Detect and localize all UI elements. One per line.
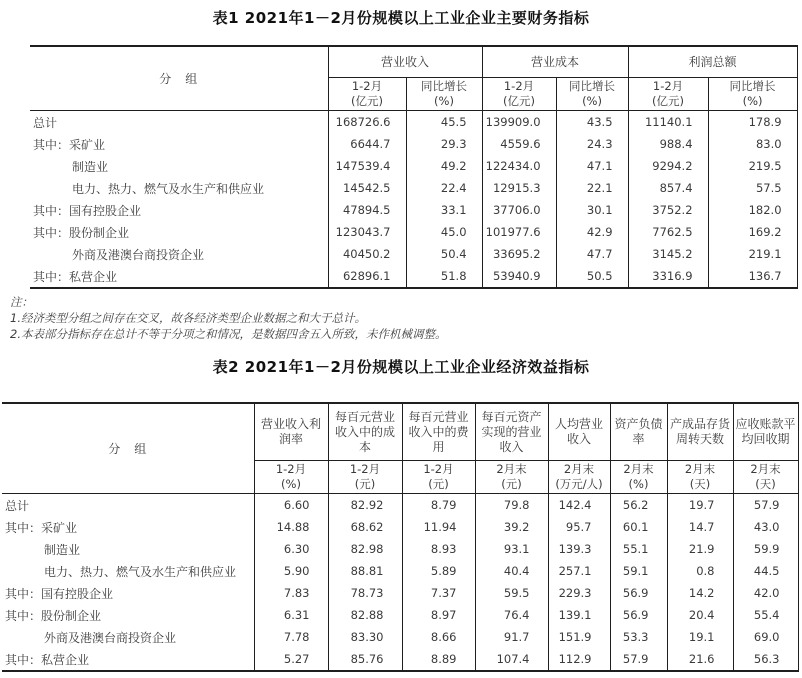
cell: 47.7: [556, 243, 628, 265]
table2-header-groups: [2, 403, 798, 461]
table-row: [2, 582, 798, 604]
table1-header-groups: [30, 46, 797, 78]
cell: 91.7: [475, 626, 548, 648]
cell: 123043.7: [328, 221, 406, 243]
cell: 59.5: [475, 582, 548, 604]
cell: 139.3: [548, 538, 610, 560]
cell: 182.0: [708, 199, 797, 221]
cell: 112.9: [548, 648, 610, 671]
cell: 83.30: [328, 626, 402, 648]
cell: 30.1: [556, 199, 628, 221]
row-label: 外商及港澳台商投资企业: [44, 630, 177, 645]
cell: 55.1: [610, 538, 667, 560]
row-label: 其中：采矿业: [5, 520, 78, 535]
cell: 85.76: [328, 648, 402, 671]
t2-col-expense-per-100: 每百元营业收入中的费用: [402, 403, 475, 461]
row-label: 其中：私营企业: [33, 269, 118, 284]
cell: 14542.5: [328, 177, 406, 199]
cell: 19.7: [667, 494, 733, 517]
cell: 51.8: [406, 265, 482, 288]
cell: 50.5: [556, 265, 628, 288]
cell: 3316.9: [628, 265, 708, 288]
cell: 20.4: [667, 604, 733, 626]
cell: 0.8: [667, 560, 733, 582]
table1-financial-indicators: [30, 45, 798, 289]
cell: 6.60: [254, 494, 328, 517]
table-row: [2, 494, 798, 517]
footnote-label: 注：: [10, 295, 33, 309]
cell: 42.9: [556, 221, 628, 243]
cell: 219.1: [708, 243, 797, 265]
table-row: [30, 177, 797, 199]
cell: 3752.2: [628, 199, 708, 221]
t1-col-group: 分 组: [30, 46, 328, 111]
cell: 3145.2: [628, 243, 708, 265]
footnote-1: 1.经济类型分组之间存在交叉，故各经济类型企业数据之和大于总计。: [10, 311, 366, 325]
footnote-2: 2.本表部分指标存在总计不等于分项之和情况，是数据四舍五入所致，未作机械调整。: [10, 327, 447, 341]
t2-sub-5: 2月末 (%): [610, 461, 667, 494]
cell: 56.9: [610, 604, 667, 626]
table-row: [30, 199, 797, 221]
cell: 6.31: [254, 604, 328, 626]
cell: 60.1: [610, 516, 667, 538]
table-row: [30, 155, 797, 177]
cell: 5.27: [254, 648, 328, 671]
t2-col-revenue-per-capita: 人均营业收入: [548, 403, 610, 461]
cell: 8.79: [402, 494, 475, 517]
row-label: 制造业: [44, 542, 81, 557]
cell: 37706.0: [482, 199, 556, 221]
t2-sub-1: 1-2月 (元): [328, 461, 402, 494]
cell: 43.5: [556, 111, 628, 134]
cell: 169.2: [708, 221, 797, 243]
cell: 47894.5: [328, 199, 406, 221]
t1-sub-cost-growth: 同比增长 (%): [556, 78, 628, 111]
row-label: 其中：私营企业: [5, 652, 90, 667]
t2-sub-4: 2月末 (万元/人): [548, 461, 610, 494]
row-label: 外商及港澳台商投资企业: [72, 247, 205, 262]
cell: 5.90: [254, 560, 328, 582]
cell: 56.3: [733, 648, 798, 671]
cell: 4559.6: [482, 133, 556, 155]
cell: 5.89: [402, 560, 475, 582]
cell: 178.9: [708, 111, 797, 134]
cell: 40.4: [475, 560, 548, 582]
cell: 7.37: [402, 582, 475, 604]
cell: 142.4: [548, 494, 610, 517]
cell: 82.92: [328, 494, 402, 517]
cell: 45.0: [406, 221, 482, 243]
t2-sub-7: 2月末 (天): [733, 461, 798, 494]
cell: 53940.9: [482, 265, 556, 288]
cell: 76.4: [475, 604, 548, 626]
cell: 21.9: [667, 538, 733, 560]
t2-sub-2: 1-2月 (元): [402, 461, 475, 494]
cell: 9294.2: [628, 155, 708, 177]
cell: 107.4: [475, 648, 548, 671]
row-label: 总计: [33, 115, 58, 130]
cell: 79.8: [475, 494, 548, 517]
cell: 139.1: [548, 604, 610, 626]
t1-sub-revenue-amount: 1-2月 (亿元): [328, 78, 406, 111]
t1-sub-revenue-growth: 同比增长 (%): [406, 78, 482, 111]
table-row: [2, 516, 798, 538]
table1-body: [30, 111, 797, 289]
cell: 55.4: [733, 604, 798, 626]
t2-col-receivables-period: 应收账款平均回收期: [733, 403, 798, 461]
table2-title: 表2 2021年1－2月份规模以上工业企业经济效益指标: [212, 358, 590, 376]
cell: 139909.0: [482, 111, 556, 134]
cell: 12915.3: [482, 177, 556, 199]
cell: 8.66: [402, 626, 475, 648]
cell: 19.1: [667, 626, 733, 648]
cell: 59.9: [733, 538, 798, 560]
table-row: [30, 243, 797, 265]
cell: 11.94: [402, 516, 475, 538]
page: [0, 8, 802, 672]
cell: 57.9: [733, 494, 798, 517]
cell: 229.3: [548, 582, 610, 604]
cell: 219.5: [708, 155, 797, 177]
cell: 56.9: [610, 582, 667, 604]
row-label: 制造业: [72, 159, 109, 174]
table1-footnotes: [10, 294, 802, 342]
cell: 6.30: [254, 538, 328, 560]
cell: 33.1: [406, 199, 482, 221]
row-label: 其中：股份制企业: [33, 225, 130, 240]
t2-col-cost-per-100: 每百元营业收入中的成本: [328, 403, 402, 461]
table-row: [2, 648, 798, 671]
row-label: 电力、热力、燃气及水生产和供应业: [44, 564, 237, 579]
cell: 47.1: [556, 155, 628, 177]
row-label: 其中：国有控股企业: [5, 586, 114, 601]
row-label: 其中：采矿业: [33, 137, 106, 152]
cell: 168726.6: [328, 111, 406, 134]
cell: 82.98: [328, 538, 402, 560]
cell: 50.4: [406, 243, 482, 265]
cell: 136.7: [708, 265, 797, 288]
cell: 68.62: [328, 516, 402, 538]
cell: 45.5: [406, 111, 482, 134]
t2-sub-3: 2月末 (元): [475, 461, 548, 494]
row-label: 总计: [5, 498, 30, 513]
table2-economic-benefit-indicators: [2, 402, 799, 672]
cell: 14.88: [254, 516, 328, 538]
table-row: [2, 538, 798, 560]
cell: 14.2: [667, 582, 733, 604]
cell: 43.0: [733, 516, 798, 538]
cell: 7.78: [254, 626, 328, 648]
cell: 101977.6: [482, 221, 556, 243]
table-row: [30, 265, 797, 288]
cell: 11140.1: [628, 111, 708, 134]
t1-col-profit: 利润总额: [628, 46, 797, 78]
cell: 42.0: [733, 582, 798, 604]
cell: 83.0: [708, 133, 797, 155]
table-row: [2, 604, 798, 626]
cell: 22.1: [556, 177, 628, 199]
table-row: [30, 133, 797, 155]
cell: 151.9: [548, 626, 610, 648]
table-row: [2, 626, 798, 648]
table2-header: [2, 403, 798, 494]
t1-sub-profit-amount: 1-2月 (亿元): [628, 78, 708, 111]
t2-col-inventory-turnover-days: 产成品存货周转天数: [667, 403, 733, 461]
cell: 24.3: [556, 133, 628, 155]
t1-col-cost: 营业成本: [482, 46, 628, 78]
table-row: [2, 560, 798, 582]
cell: 14.7: [667, 516, 733, 538]
cell: 44.5: [733, 560, 798, 582]
cell: 147539.4: [328, 155, 406, 177]
table1-title: 表1 2021年1－2月份规模以上工业企业主要财务指标: [212, 9, 590, 27]
cell: 40450.2: [328, 243, 406, 265]
cell: 53.3: [610, 626, 667, 648]
cell: 93.1: [475, 538, 548, 560]
cell: 95.7: [548, 516, 610, 538]
cell: 82.88: [328, 604, 402, 626]
cell: 8.97: [402, 604, 475, 626]
t1-col-revenue: 营业收入: [328, 46, 482, 78]
cell: 57.5: [708, 177, 797, 199]
cell: 56.2: [610, 494, 667, 517]
t1-sub-profit-growth: 同比增长 (%): [708, 78, 797, 111]
cell: 88.81: [328, 560, 402, 582]
cell: 78.73: [328, 582, 402, 604]
t2-sub-6: 2月末 (天): [667, 461, 733, 494]
cell: 257.1: [548, 560, 610, 582]
t2-sub-0: 1-2月 (%): [254, 461, 328, 494]
cell: 29.3: [406, 133, 482, 155]
row-label: 其中：国有控股企业: [33, 203, 142, 218]
cell: 857.4: [628, 177, 708, 199]
table1-header: [30, 46, 797, 111]
t2-col-revenue-per-100-assets: 每百元资产实现的营业收入: [475, 403, 548, 461]
cell: 49.2: [406, 155, 482, 177]
row-label: 其中：股份制企业: [5, 608, 102, 623]
t2-col-debt-ratio: 资产负债率: [610, 403, 667, 461]
cell: 69.0: [733, 626, 798, 648]
row-label: 电力、热力、燃气及水生产和供应业: [72, 181, 265, 196]
t2-col-group: 分 组: [2, 403, 254, 494]
table2-body: [2, 494, 798, 672]
cell: 59.1: [610, 560, 667, 582]
cell: 8.89: [402, 648, 475, 671]
table-row: [30, 221, 797, 243]
cell: 62896.1: [328, 265, 406, 288]
cell: 988.4: [628, 133, 708, 155]
cell: 22.4: [406, 177, 482, 199]
cell: 39.2: [475, 516, 548, 538]
cell: 7.83: [254, 582, 328, 604]
cell: 57.9: [610, 648, 667, 671]
t1-sub-cost-amount: 1-2月 (亿元): [482, 78, 556, 111]
cell: 6644.7: [328, 133, 406, 155]
table-row: [30, 111, 797, 134]
cell: 122434.0: [482, 155, 556, 177]
t2-col-profit-margin: 营业收入利润率: [254, 403, 328, 461]
cell: 21.6: [667, 648, 733, 671]
cell: 7762.5: [628, 221, 708, 243]
cell: 8.93: [402, 538, 475, 560]
cell: 33695.2: [482, 243, 556, 265]
